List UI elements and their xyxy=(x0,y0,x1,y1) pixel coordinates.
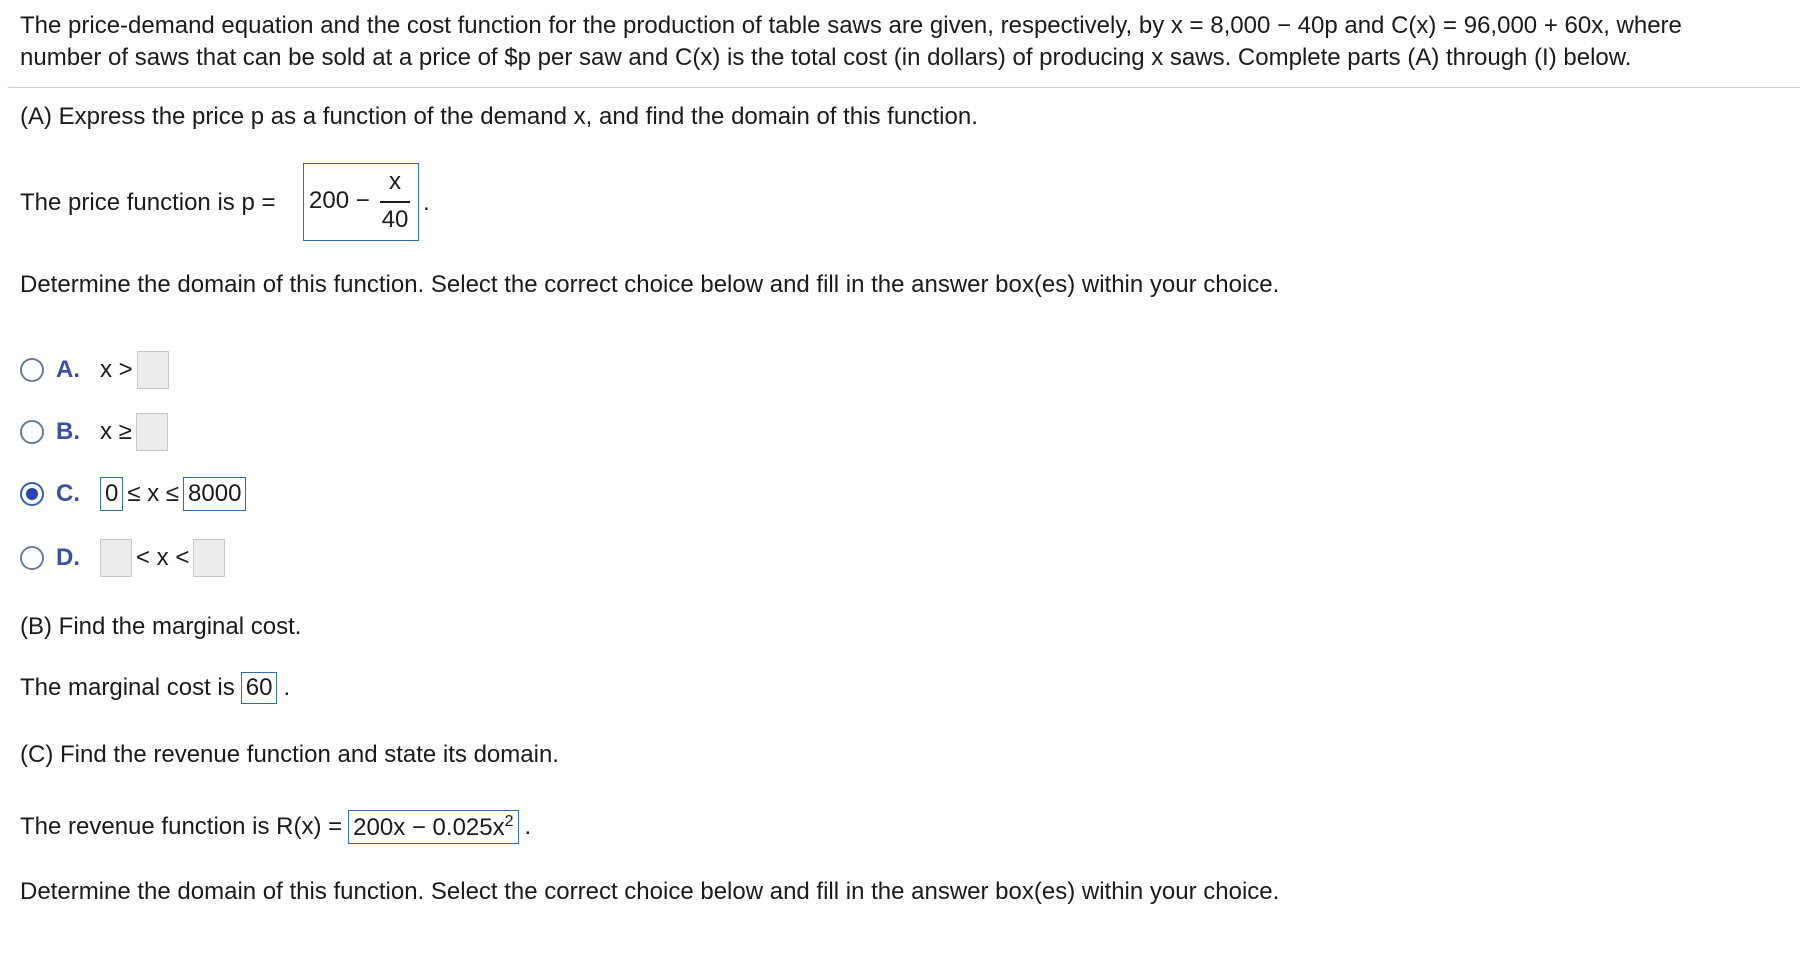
price-period: . xyxy=(423,189,430,216)
marginal-cost-answer-box[interactable]: 60 xyxy=(241,672,278,704)
fraction-bar xyxy=(380,201,410,203)
choice-a-letter: A. xyxy=(56,356,80,383)
price-function-label: The price function is p = xyxy=(20,189,276,216)
choice-c-upper-bound-box[interactable]: 8000 xyxy=(183,477,246,511)
choice-c-letter: C. xyxy=(56,480,80,507)
revenue-function-answer-box[interactable] xyxy=(348,810,518,844)
problem-statement xyxy=(20,10,1800,76)
choice-d-expression: < x < xyxy=(136,544,190,571)
radio-choice-d[interactable] xyxy=(20,546,44,570)
choice-d[interactable] xyxy=(20,536,225,580)
price-answer-denominator: 40 xyxy=(381,206,409,233)
revenue-function-label: The revenue function is R(x) = xyxy=(20,813,343,840)
marginal-cost-period: . xyxy=(283,674,291,701)
choice-b-expression: x ≥ xyxy=(100,418,132,445)
revenue-answer-base: 200x − 0.025x xyxy=(353,814,505,841)
problem-intro-line-2: number of saws that can be sold at a price of $p per saw and C(x) is the total cost (in dollars) of producing x saws. Complete parts (A) through (I) below. xyxy=(20,44,1632,71)
section-divider xyxy=(8,87,1800,88)
choice-a-answer-box[interactable] xyxy=(137,351,169,389)
marginal-cost-row xyxy=(20,672,290,704)
radio-choice-a[interactable] xyxy=(20,358,44,382)
marginal-cost-label: The marginal cost is xyxy=(20,674,235,701)
choice-c-expression: ≤ x ≤ xyxy=(127,480,180,507)
choice-b[interactable] xyxy=(20,410,168,454)
choice-d-upper-box[interactable] xyxy=(193,539,225,577)
choice-d-lower-box[interactable] xyxy=(100,539,132,577)
choice-b-answer-box[interactable] xyxy=(136,413,168,451)
choice-c[interactable] xyxy=(20,472,246,516)
price-function-answer-box[interactable] xyxy=(303,163,419,241)
choice-a[interactable] xyxy=(20,348,169,392)
problem-intro-line-1: The price-demand equation and the cost function for the production of table saws are given, respectively, by x = 8,000 − 40p and C(x) = 96,000 + 60x, where xyxy=(20,12,1682,39)
choice-c-lower-bound-box[interactable]: 0 xyxy=(100,477,123,511)
part-b-heading: (B) Find the marginal cost. xyxy=(20,613,302,640)
choice-d-letter: D. xyxy=(56,544,80,571)
choice-a-expression: x > xyxy=(100,356,133,383)
choice-b-letter: B. xyxy=(56,418,80,445)
part-a-heading: (A) Express the price p as a function of the demand x, and find the domain of this function. xyxy=(20,103,978,130)
price-answer-numerator: x xyxy=(389,168,401,195)
revenue-period: . xyxy=(524,813,532,840)
price-answer-lead: 200 − xyxy=(309,187,370,214)
domain-instruction-c: Determine the domain of this function. Select the correct choice below and fill in the answer box(es) within your choice. xyxy=(20,878,1280,905)
radio-choice-c[interactable] xyxy=(20,482,44,506)
revenue-row xyxy=(20,810,531,844)
revenue-answer-exponent: 2 xyxy=(504,813,514,830)
part-c-heading: (C) Find the revenue function and state its domain. xyxy=(20,741,559,768)
domain-instruction-a: Determine the domain of this function. Select the correct choice below and fill in the answer box(es) within your choice. xyxy=(20,271,1280,298)
radio-choice-b[interactable] xyxy=(20,420,44,444)
